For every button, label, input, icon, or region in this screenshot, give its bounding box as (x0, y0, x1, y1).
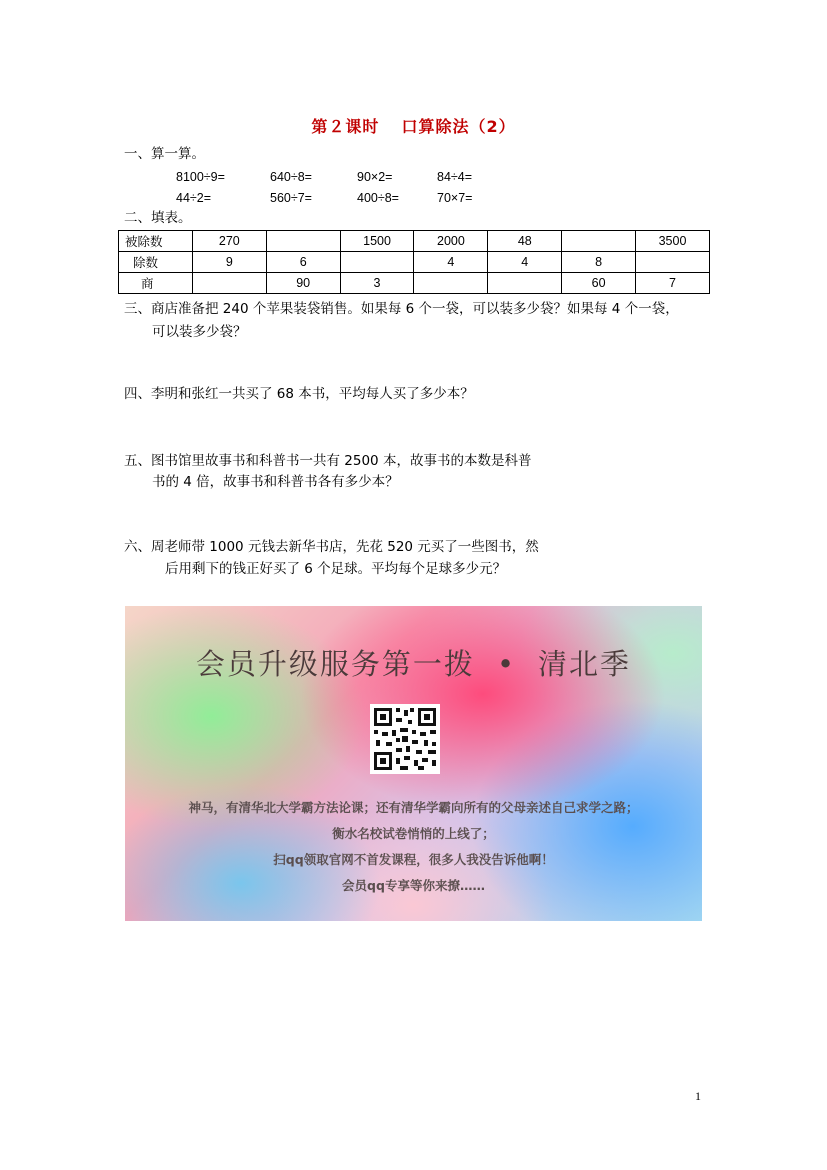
table-cell: 8 (562, 252, 636, 273)
calc-item: 44÷2= (176, 191, 212, 205)
row-label: 商 (119, 273, 193, 294)
banner-line: 衡水名校试卷悄悄的上线了； (332, 826, 495, 841)
table-row (119, 252, 710, 273)
banner-title (125, 642, 702, 683)
title-lesson: 第２课时 (311, 117, 380, 136)
table-cell: 7 (636, 273, 710, 294)
table-cell (636, 252, 710, 273)
qr-code-icon[interactable] (370, 704, 440, 774)
table-cell: 1500 (340, 231, 414, 252)
table-cell: 4 (488, 252, 562, 273)
banner-line: 扫qq领取官网不首发课程，很多人我没告诉他啊！ (273, 852, 554, 867)
table-cell (562, 231, 636, 252)
section6-line1: 六、周老师带 1000 元钱去新华书店，先花 520 元买了一些图书，然 (124, 539, 539, 555)
table-cell: 9 (192, 252, 266, 273)
table-cell: 3500 (636, 231, 710, 252)
calc-item: 84÷4= (437, 170, 473, 184)
promo-banner[interactable] (125, 606, 702, 921)
table-row (119, 231, 710, 252)
banner-title-dot: • (496, 647, 517, 681)
section6-line2: 后用剩下的钱正好买了 6 个足球。平均每个足球多少元？ (165, 561, 507, 577)
table-cell (488, 273, 562, 294)
banner-line: 神马，有清华北大学霸方法论课；还有清华学霸向所有的父母亲述自己求学之路； (188, 800, 639, 815)
table-cell (414, 273, 488, 294)
banner-title-left: 会员升级服务第一拨 (195, 647, 475, 681)
table-cell (340, 252, 414, 273)
page-title (0, 114, 827, 137)
calc-item: 8100÷9= (176, 170, 225, 184)
table-cell: 3 (340, 273, 414, 294)
calc-item: 560÷7= (270, 191, 312, 205)
table-cell: 2000 (414, 231, 488, 252)
fill-table (118, 230, 710, 294)
section2-heading: 二、填表。 (124, 210, 192, 226)
row-label: 被除数 (119, 231, 193, 252)
table-cell: 48 (488, 231, 562, 252)
section1-heading: 一、算一算。 (124, 146, 205, 162)
table-cell: 270 (192, 231, 266, 252)
calc-item: 400÷8= (357, 191, 399, 205)
table-cell (266, 231, 340, 252)
table-cell: 4 (414, 252, 488, 273)
table-row (119, 273, 710, 294)
page-number: 1 (695, 1089, 701, 1103)
section4-line1: 四、李明和张红一共买了 68 本书，平均每人买了多少本？ (124, 386, 474, 402)
calc-item: 90×2= (357, 170, 393, 184)
section3-line1: 三、商店准备把 240 个苹果装袋销售。如果每 6 个一袋，可以装多少袋？如果每 4 个一袋， (124, 301, 679, 317)
table-cell: 90 (266, 273, 340, 294)
row-label: 除数 (119, 252, 193, 273)
section3-line2: 可以装多少袋？ (152, 324, 247, 340)
section5-line2: 书的 4 倍，故事书和科普书各有多少本？ (152, 474, 399, 490)
table-cell: 6 (266, 252, 340, 273)
calc-item: 70×7= (437, 191, 473, 205)
section5-line1: 五、图书馆里故事书和科普书一共有 2500 本，故事书的本数是科普 (124, 453, 532, 469)
table-cell (192, 273, 266, 294)
banner-line: 会员qq专享等你来撩…… (342, 878, 485, 893)
calc-item: 640÷8= (270, 170, 312, 184)
table-cell: 60 (562, 273, 636, 294)
banner-title-right: 清北季 (538, 647, 632, 681)
title-topic: 口算除法（2） (401, 117, 516, 136)
